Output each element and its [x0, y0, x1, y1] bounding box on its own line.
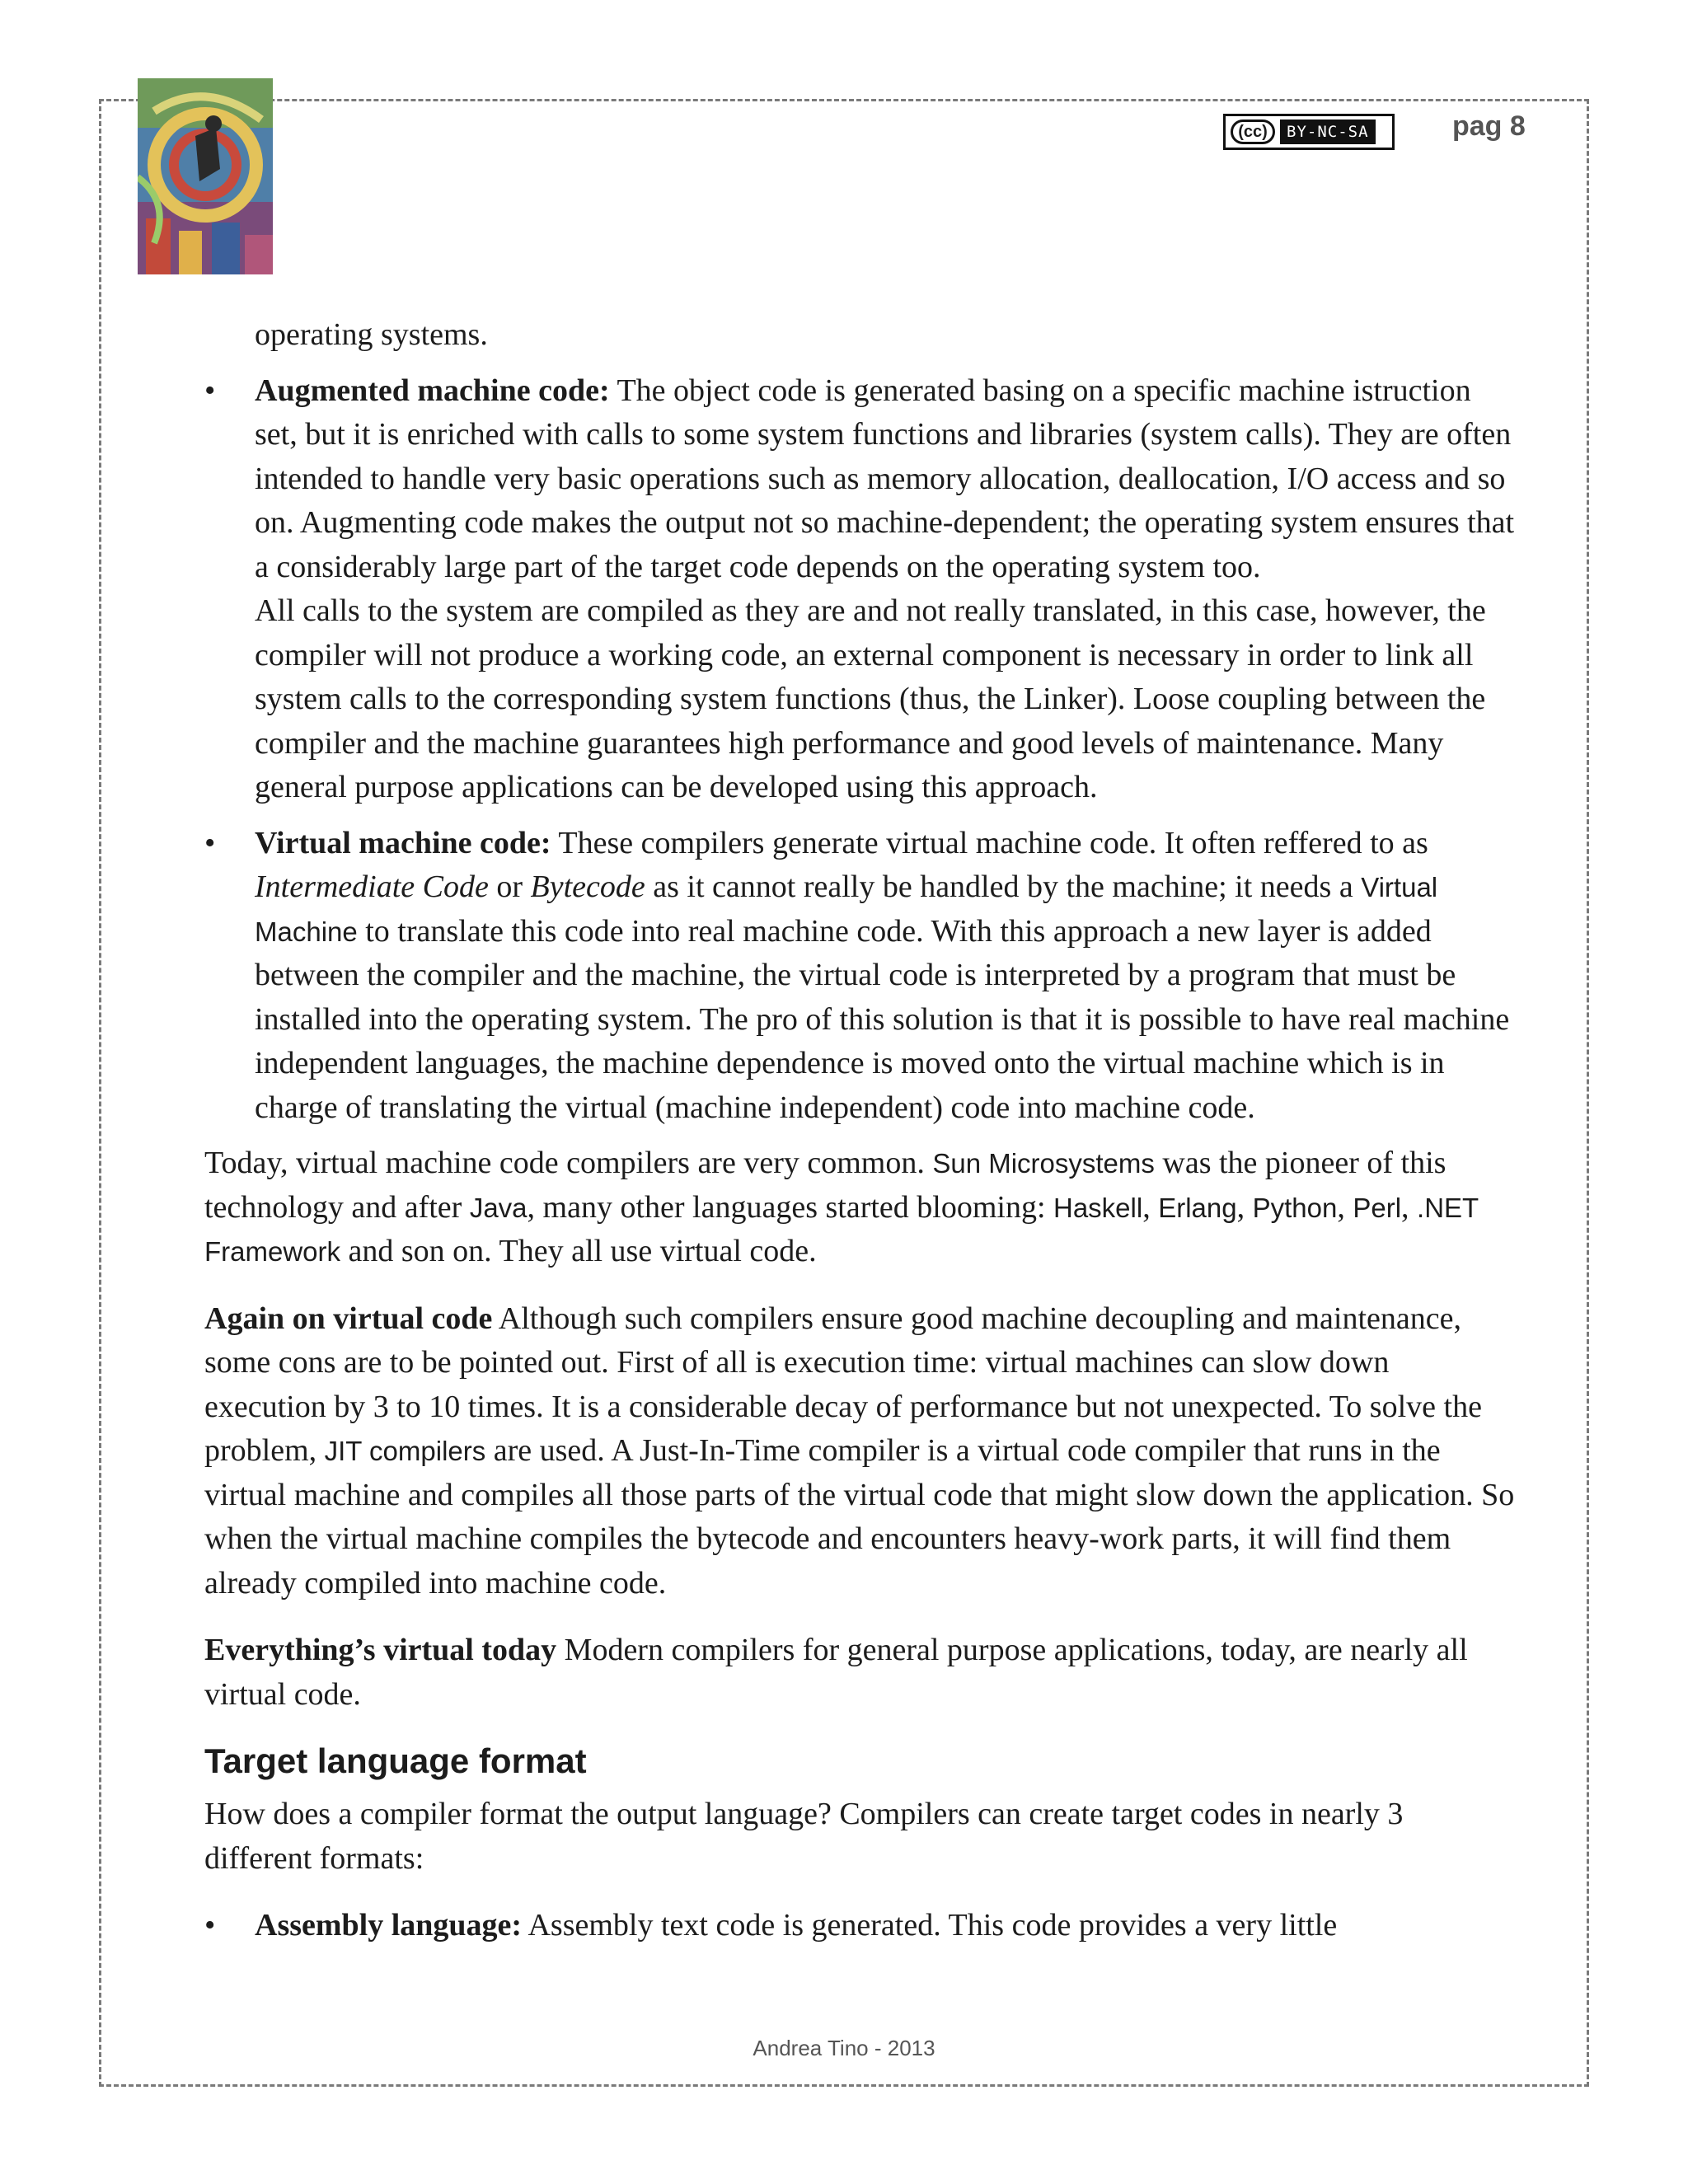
bullet-augmented	[204, 369, 1515, 810]
virtual-paragraph: Virtual machine code: These compilers generate virtual machine code. It often reffered to as Intermediate Code or Bytecode as it cannot really be handled by the machine; it needs a Virtual Machine to translate this code into real machine code. With this approach a new layer is added between the compiler and the machine, the virtual code is interpreted by a program that must be installed into the operating system. The pro of this solution is that it is possible to have real machine independent languages, the machine dependence is moved onto the virtual machine which is in charge of translating the virtual (machine independent) code into machine code.	[255, 825, 1510, 1125]
everything-paragraph: Everything’s virtual today Modern compilers for general purpose applications, today, are nearly all virtual code.	[204, 1633, 1468, 1712]
term-virtual: Virtual machine code:	[255, 825, 551, 860]
again-paragraph: Again on virtual code Although such compilers ensure good machine decoupling and maintenance, some cons are to be pointed out. First of all is execution time: virtual machines can slow down execution by 3 to 10 times. It is a considerable decay of performance but not unexpected. To solve the problem, JIT compilers are used. A Just-In-Time compiler is a virtual code compiler that runs in the virtual machine and compiles all those parts of the virtual code that might slow down the application. So when the virtual machine compiles the bytecode and encounters heavy-work parts, it will find them already compiled into machine code.	[204, 1301, 1515, 1601]
page-number: pag 8	[1452, 110, 1526, 142]
cover-thumbnail	[138, 78, 273, 274]
lead-text: operating systems.	[255, 317, 488, 352]
bullet-virtual	[204, 822, 1515, 1131]
page-content	[204, 313, 1515, 1948]
assembly-paragraph: Assembly language: Assembly text code is generated. This code provides a very little	[255, 1908, 1338, 1943]
today-paragraph: Today, virtual machine code compilers are very common. Sun Microsystems was the pioneer of this technology and after Java, many other languages started blooming: Haskell, Erlang, Python, Perl, .NET Framework and son on. They all use virtual code.	[204, 1146, 1479, 1268]
augmented-paragraph: Augmented machine code: The object code is generated basing on a specific machine istruction set, but it is enriched with calls to some system functions and libraries (system calls). They are often intended to handle very basic operations such as memory allocation, deallocation, I/O access and so on. Augmenting code makes the output not so machine-dependent; the operating system ensures that a considerably large part of the target code depends on the operating system too.	[255, 373, 1515, 584]
augmented-paragraph-2: All calls to the system are compiled as they are and not really translated, in this case, however, the compiler will not produce a working code, an external component is necessary in order to link all system calls to the corresponding system functions (thus, the Linker). Loose coupling between the compiler and the machine guarantees high performance and good levels of maintenance. Many general purpose applications can be developed using this approach.	[255, 593, 1486, 804]
bullet-icon: •	[204, 1908, 216, 1943]
cover-artwork	[138, 78, 273, 274]
term-assembly: Assembly language:	[255, 1908, 523, 1943]
section-heading: Target language format	[204, 1741, 587, 1780]
license-label: BY-NC-SA	[1280, 120, 1376, 144]
bullet-assembly	[204, 1904, 1515, 1948]
bullet-icon: •	[204, 825, 216, 860]
term-augmented: Augmented machine code:	[255, 373, 610, 408]
term-everything: Everything’s virtual today	[204, 1633, 557, 1667]
bullet-icon: •	[204, 373, 216, 408]
license-badge	[1223, 114, 1395, 150]
term-again: Again on virtual code	[204, 1301, 493, 1336]
cc-icon: (cc)	[1231, 120, 1275, 144]
format-intro: How does a compiler format the output language? Compilers can create target codes in nearly 3 different formats:	[204, 1797, 1404, 1876]
footer-author: Andrea Tino - 2013	[753, 2036, 935, 2060]
